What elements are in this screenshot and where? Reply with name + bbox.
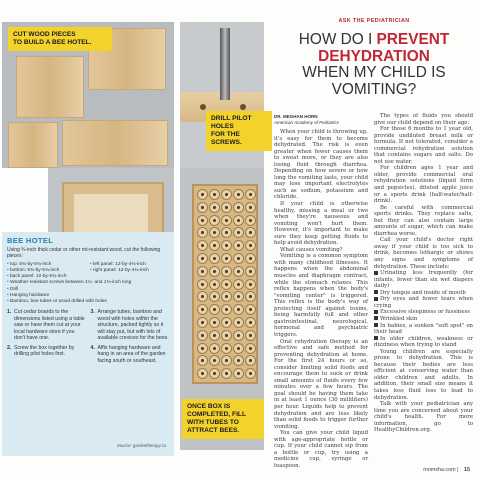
callout-line: TO BUILD A BEE HOTEL. — [13, 39, 92, 46]
callout-line: CUT WOOD PIECES — [13, 31, 76, 38]
body-paragraph: Young children are especially prone to dehydration. This is because their bodies are less efficient at conserving water than older children and adults. In addition, their small size means it takes less fluid loss to lead to dehydration. — [374, 348, 473, 401]
author-org: American Academy of Pediatrics — [274, 119, 339, 125]
bee-tube — [221, 227, 232, 238]
material-item: • right panel: 12-by-4¾-inch — [90, 268, 169, 274]
materials-columns — [7, 262, 169, 281]
bee-tube — [209, 343, 220, 354]
material-item: • Drill — [7, 287, 169, 293]
bullet-square-icon — [374, 290, 378, 294]
page-footer — [423, 467, 470, 473]
bee-tube — [245, 266, 256, 277]
step-text: Arrange tubes, bamboo and wood with holes within the structure, packed tightly so it will stay put, but with lots of available crevices for the bees. — [97, 309, 169, 342]
bee-tube — [233, 240, 244, 251]
sidebar-source: Source: gardentherapy.ca — [116, 443, 166, 448]
bee-tube — [209, 291, 220, 302]
bee-tube — [233, 202, 244, 213]
material-item: • Hanging hardware — [7, 293, 169, 299]
bee-tube — [209, 240, 220, 251]
article-headline — [270, 32, 478, 98]
steps-col-left — [7, 309, 86, 367]
callout-line: DRILL PILOT HOLES — [211, 115, 252, 130]
byline — [274, 114, 366, 126]
body-paragraph: You can give your child liquid with age-appropriate bottle or cup. If your child cannot sip from a bottle or cup, try using a medicine cup, syringe or teaspoon. — [274, 430, 368, 469]
bullet-text: Wrinkled skin — [380, 315, 418, 322]
wood-board — [8, 122, 58, 168]
bee-tube — [245, 343, 256, 354]
bee-hotel-sidebar — [2, 232, 174, 456]
pilot-hole — [200, 104, 206, 110]
bullet-text: Dry tongue and inside of mouth — [380, 289, 466, 296]
bee-tube — [245, 291, 256, 302]
bee-hotel-frame — [192, 184, 258, 384]
step-text: Cut cedar boards to the dimensions listed using a table saw or have them cut at your local hardware store if you don't have one. — [14, 309, 85, 342]
bee-tube — [209, 330, 220, 341]
symptom-bullet — [374, 270, 473, 290]
material-item: • bottom: 5¾-by-5¾-inch — [7, 268, 86, 274]
bee-tube — [233, 355, 244, 366]
bullet-text: Dry eyes and fewer tears when crying — [374, 296, 473, 309]
bee-tube — [245, 202, 256, 213]
article-column-2 — [374, 113, 473, 434]
bee-tube — [245, 368, 256, 379]
symptom-bullet — [374, 336, 473, 349]
bee-tube — [209, 253, 220, 264]
bee-tube — [245, 189, 256, 200]
headline-line-1 — [270, 32, 478, 49]
callout-fill-tubes — [182, 399, 264, 439]
material-item: • Bamboo, bee tubes or wood drilled with holes — [7, 299, 169, 305]
bee-tube — [245, 253, 256, 264]
bullet-text: In older children, weakness or dizziness when trying to stand — [374, 335, 473, 349]
bee-tube — [209, 189, 220, 200]
body-paragraph: The types of fluids you should give our child depend on their age: — [374, 113, 473, 126]
bee-tube — [245, 215, 256, 226]
bee-tube — [197, 202, 208, 213]
bullet-text: Urinating less frequently (for infants, fewer than six wet diapers daily) — [374, 270, 473, 290]
bee-tube — [221, 240, 232, 251]
bee-tube — [245, 317, 256, 328]
body-paragraph: Call your child's doctor right away if your child is too sick to drink, becomes lethargic or shows any signs and symptoms of dehydration. These include: — [374, 237, 473, 270]
bee-tube — [209, 304, 220, 315]
callout-line: COMPLETED, FILL — [187, 411, 246, 418]
bee-tube — [221, 266, 232, 277]
bee-tube — [221, 355, 232, 366]
body-paragraph: Talk with your pediatrician any time you are concerned about your child's health. For more information, go to HealthyChildren.org. — [374, 401, 473, 434]
body-paragraph: Vomiting is a common symptom with many childhood illnesses. It happens when the abdominal muscles and diaphragm contract, while the stomach relaxes. This reflex happens when the body's "vomiting center" is triggered. This reflex is the body's way of protecting itself against toxins, being harmfully full and other gastrointestinal, neurological, hormonal and psychiatric triggers. — [274, 253, 368, 338]
step-text: Screw the box together by drilling pilot holes first. — [14, 344, 75, 358]
body-paragraph: Oral rehydration therapy is an effective and safe method for preventing dehydration at home. For the first 24 hours or so, consider limiting solid foods and encourage them to suck or drink small amounts of fluids every few minutes over a few hours. The goal should be having them take in at least 1 ounce (30 milliliters) per hour. Liquids help to prevent dehydration and are less likely than solid foods to trigger further vomiting. — [274, 338, 368, 430]
bee-tube — [233, 227, 244, 238]
bee-tube — [233, 343, 244, 354]
bee-tube — [233, 253, 244, 264]
step-number: 2. — [7, 344, 12, 351]
author-name: DR. MEGHAN HORN — [274, 114, 318, 119]
bee-tube — [209, 202, 220, 213]
bee-tube — [209, 355, 220, 366]
bee-tube — [245, 304, 256, 315]
bee-tube — [233, 215, 244, 226]
bullet-square-icon — [374, 310, 378, 314]
bee-tube — [221, 368, 232, 379]
callout-line: FOR THE SCREWS. — [211, 131, 242, 146]
bee-tube — [197, 266, 208, 277]
step-number: 1. — [7, 309, 12, 316]
bullet-square-icon — [374, 316, 378, 320]
bee-tube — [197, 227, 208, 238]
bee-tube — [197, 330, 208, 341]
bee-tube — [221, 317, 232, 328]
bee-tube — [233, 279, 244, 290]
sidebar-title: BEE HOTEL — [7, 236, 54, 245]
bee-tube — [197, 368, 208, 379]
bee-tube — [221, 343, 232, 354]
bee-tube — [209, 266, 220, 277]
bullet-text: Excessive sleepiness or fussiness — [380, 309, 471, 316]
step-number: 4. — [90, 344, 95, 351]
bee-tube — [245, 330, 256, 341]
bee-tube — [209, 279, 220, 290]
callout-line: ONCE BOX IS — [187, 403, 231, 410]
bee-tube — [209, 317, 220, 328]
bee-tube — [221, 189, 232, 200]
bee-tube — [221, 304, 232, 315]
materials-col-right — [90, 262, 169, 281]
materials-col-left — [7, 262, 86, 281]
body-paragraph: Be careful with commercial sports drinks. They replace salts, but they can also contain large amounts of sugar, which can make diarrhea worse. — [374, 204, 473, 237]
bee-tube — [233, 368, 244, 379]
symptom-bullet — [374, 296, 473, 309]
sidebar-intro: Using ¾-inch thick cedar or other rot-resistant wood, cut the following pieces: — [7, 247, 161, 260]
subhead: What causes vomiting? — [280, 246, 343, 253]
bullet-square-icon — [374, 271, 378, 275]
bee-tube — [245, 227, 256, 238]
bee-tube — [197, 304, 208, 315]
bee-tube — [233, 266, 244, 277]
bee-tube — [245, 279, 256, 290]
bee-tube — [233, 189, 244, 200]
body-paragraph: If your child is otherwise healthy, missing a meal or two when they're nauseous and vomiting won't hurt them. However, it's important to make sure they keep getting fluids to help avoid dehydration. — [274, 201, 368, 247]
body-paragraph: When your child is throwing up, it's easy for them to become dehydrated. The risk is even greater when fewer causes them to sweat more, or they are also losing fluid through diarrhea. Depending on how severe or how long the vomiting lasts, your child may lose important electrolytes such as sodium, potassium and chloride. — [274, 129, 368, 201]
bee-tube — [233, 304, 244, 315]
materials-list — [7, 280, 169, 305]
material-item: • top: 5¾-by-5¾-inch — [7, 262, 86, 268]
symptom-bullet — [374, 323, 473, 336]
bullet-text: In babies, a sunken "soft spot" on their head — [374, 322, 473, 336]
bullet-square-icon — [374, 336, 378, 340]
wood-board — [16, 56, 84, 118]
bee-tube — [245, 240, 256, 251]
bee-tube — [209, 368, 220, 379]
pilot-hole — [240, 104, 246, 110]
material-item: • back panel: 12-by-5¾-inch — [7, 274, 86, 280]
headline-line-2: DEHYDRATION — [318, 47, 430, 65]
callout-drill — [206, 111, 272, 151]
material-item: • Weather-resistant screws between 1¼- and 1¾-inch long — [7, 280, 169, 286]
step-item — [7, 345, 86, 358]
step-number: 3. — [90, 309, 95, 316]
bee-tube — [197, 317, 208, 328]
drill-bit — [220, 28, 230, 100]
bee-tube — [233, 330, 244, 341]
bee-tube — [197, 240, 208, 251]
headline-line-3: WHEN MY CHILD IS — [302, 64, 446, 81]
body-paragraph: For those 6 months to 1 year old, provide undiluted breast milk or formula. If not tolerated, consider a commercial rehydration solution that contains sugars and salts. Do not use water. — [374, 126, 473, 165]
bee-tube — [197, 279, 208, 290]
bee-tube — [221, 279, 232, 290]
bee-tube — [221, 330, 232, 341]
bee-tube — [221, 215, 232, 226]
bee-tube — [197, 215, 208, 226]
bullet-square-icon — [374, 297, 378, 301]
bee-tube — [197, 291, 208, 302]
step-text: Affix hanging hardware and hang in an area of the garden facing south or southeast. — [97, 344, 166, 364]
bee-tube — [221, 291, 232, 302]
steps-col-right — [91, 309, 170, 367]
bee-tube — [197, 355, 208, 366]
bee-tube — [221, 202, 232, 213]
wood-board — [62, 120, 168, 166]
callout-line: ATTRACT BEES. — [187, 427, 240, 434]
bullet-square-icon — [374, 323, 378, 327]
headline-accent: PREVENT — [376, 31, 450, 48]
bee-tube — [221, 253, 232, 264]
body-paragraph: For children ages 1 year and older, provide commercial oral rehydration solutions (liquid form and popsicles), diluted apple juice or a sports drink (half-water/half-drink). — [374, 165, 473, 205]
bee-tube — [245, 355, 256, 366]
bee-tube — [197, 343, 208, 354]
bee-tube — [209, 215, 220, 226]
callout-line: WITH TUBES TO — [187, 419, 239, 426]
headline-line-4: VOMITING? — [331, 80, 417, 98]
callout-cut-wood — [8, 27, 112, 51]
step-item — [91, 309, 170, 342]
bee-tube — [233, 317, 244, 328]
step-item — [7, 309, 86, 342]
footer-site: momsha.com — [423, 467, 456, 473]
bee-tube — [197, 253, 208, 264]
step-item — [91, 345, 170, 365]
section-kicker: ASK THE PEDIATRICIAN — [338, 18, 410, 24]
material-item: • left panel: 12-by-4¾-inch — [90, 262, 169, 268]
bee-tube — [233, 291, 244, 302]
page-number: 15 — [464, 467, 470, 473]
article-column-1 — [274, 129, 368, 469]
instruction-steps — [7, 309, 169, 367]
footer-separator: | — [457, 467, 459, 473]
bee-tube — [197, 189, 208, 200]
bee-tube — [209, 227, 220, 238]
headline-text: HOW DO I — [298, 31, 377, 48]
